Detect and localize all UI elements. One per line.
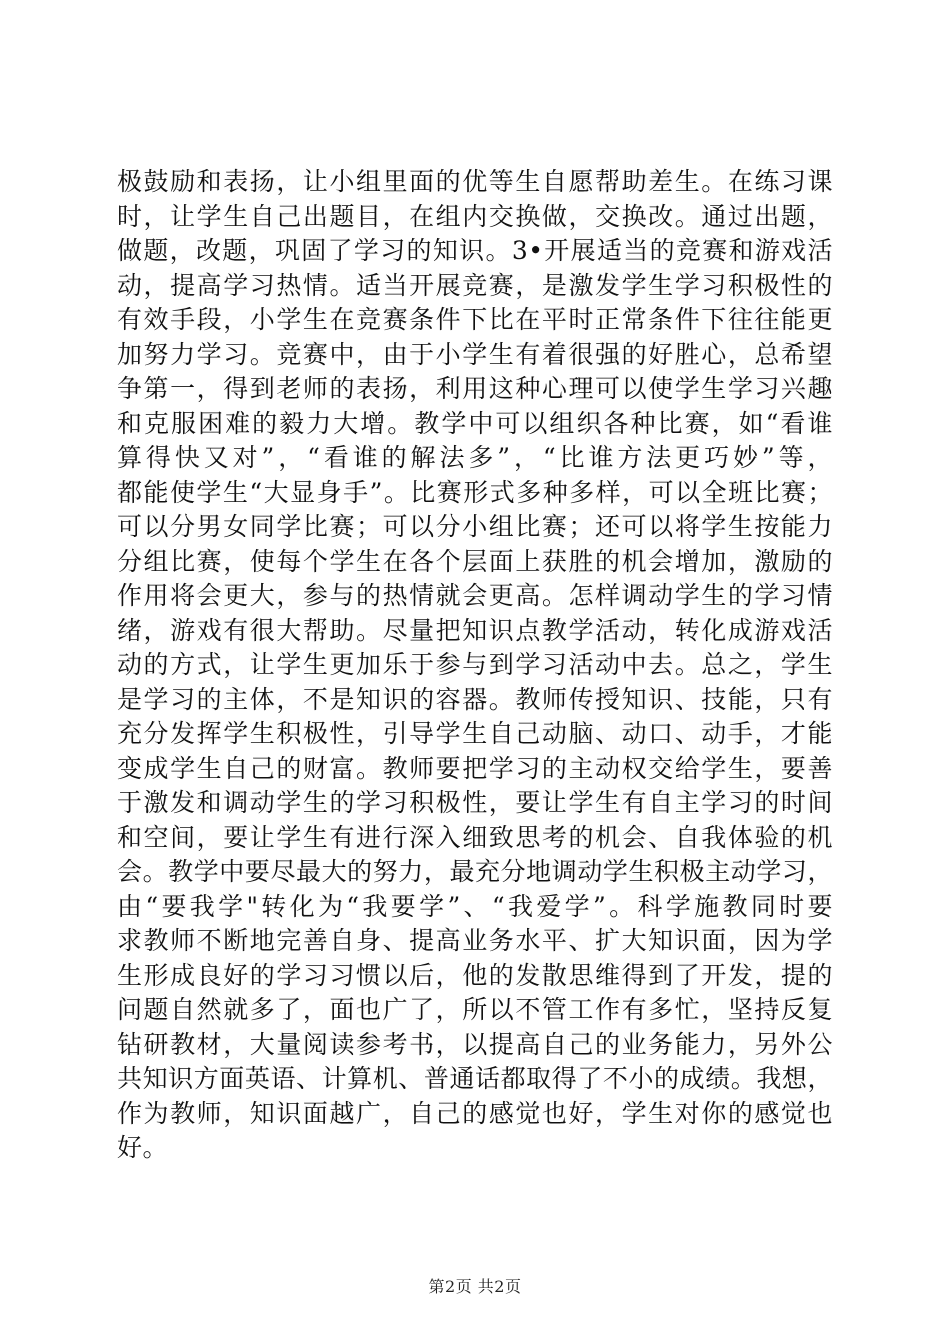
text-line: 做题，改题，巩固了学习的知识。3•开展适当的竞赛和游戏活 [117, 236, 833, 265]
text-line: 可以分男女同学比赛；可以分小组比赛；还可以将学生按能力 [117, 512, 833, 541]
text-line: 共知识方面英语、计算机、普通话都取得了不小的成绩。我想， [117, 1064, 833, 1093]
text-line: 有效手段，小学生在竞赛条件下比在平时正常条件下往往能更 [117, 305, 833, 334]
text-line: 动的方式，让学生更加乐于参与到学习活动中去。总之，学生 [117, 650, 833, 679]
text-line: 作用将会更大，参与的热情就会更高。怎样调动学生的学习情 [117, 581, 833, 610]
text-line: 求教师不断地完善自身、提高业务水平、扩大知识面，因为学 [117, 926, 833, 955]
text-line: 算得快又对”，“看谁的解法多”，“比谁方法更巧妙”等， [117, 443, 833, 472]
text-line: 充分发挥学生积极性，引导学生自己动脑、动口、动手，才能 [117, 719, 833, 748]
page-footer: 第2页 共2页 [428, 1277, 522, 1296]
text-line: 生形成良好的学习习惯以后，他的发散思维得到了开发，提的 [117, 960, 833, 990]
body-text [117, 165, 833, 1166]
text-line: 和空间，要让学生有进行深入细致思考的机会、自我体验的机 [117, 822, 833, 852]
text-line: 动，提高学习热情。适当开展竞赛，是激发学生学习积极性的 [117, 270, 833, 300]
text-line: 分组比赛，使每个学生在各个层面上获胜的机会增加，激励的 [117, 546, 833, 576]
text-line: 于激发和调动学生的学习积极性，要让学生有自主学习的时间 [117, 788, 833, 817]
text-line: 和克服困难的毅力大增。教学中可以组织各种比赛，如“看谁 [117, 408, 833, 438]
text-line: 好。 [117, 1133, 169, 1162]
text-line: 争第一，得到老师的表扬，利用这种心理可以使学生学习兴趣 [117, 374, 833, 403]
text-line: 变成学生自己的财富。教师要把学习的主动权交给学生，要善 [117, 753, 833, 783]
text-line: 作为教师，知识面越广，自己的感觉也好，学生对你的感觉也 [117, 1098, 833, 1128]
text-line: 问题自然就多了，面也广了，所以不管工作有多忙，坚持反复 [117, 995, 833, 1024]
text-line: 都能使学生“大显身手”。比赛形式多种多样，可以全班比赛； [117, 477, 833, 507]
text-line: 由“要我学"转化为“我要学”、“我爱学”。科学施教同时要 [117, 891, 833, 921]
text-line: 钻研教材，大量阅读参考书，以提高自己的业务能力，另外公 [117, 1029, 833, 1059]
text-line: 加努力学习。竞赛中，由于小学生有着很强的好胜心，总希望 [117, 339, 833, 369]
text-line: 会。教学中要尽最大的努力，最充分地调动学生积极主动学习， [117, 857, 833, 886]
text-line: 极鼓励和表扬，让小组里面的优等生自愿帮助差生。在练习课 [117, 167, 833, 196]
text-line: 是学习的主体，不是知识的容器。教师传授知识、技能，只有 [117, 684, 833, 714]
text-line: 时，让学生自己出题目，在组内交换做，交换改。通过出题， [117, 201, 833, 231]
text-line: 绪，游戏有很大帮助。尽量把知识点教学活动，转化成游戏活 [117, 615, 833, 645]
